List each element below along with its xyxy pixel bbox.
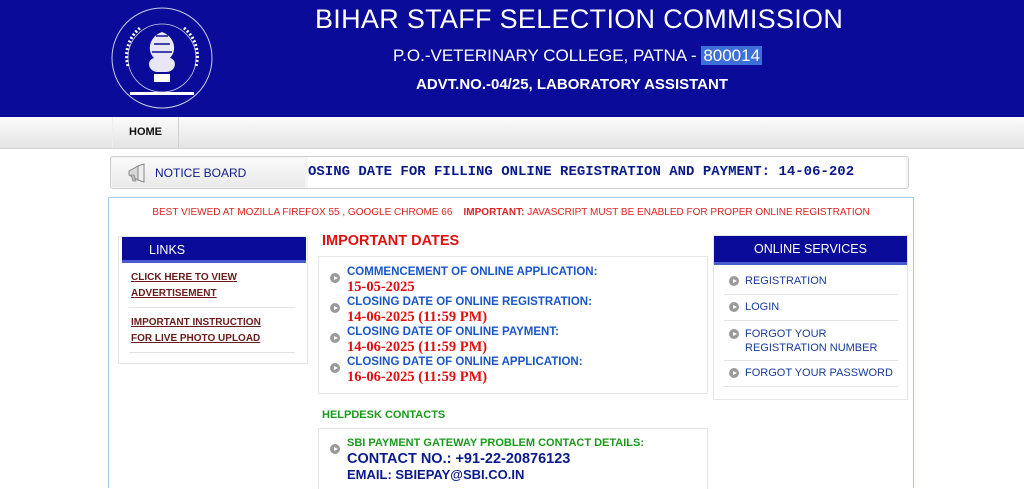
helpdesk-panel	[318, 428, 708, 489]
browser-note-text: BEST VIEWED AT MOZILLA FIREFOX 55 , GOOGLE CHROME 66	[152, 207, 453, 218]
services-divider	[724, 320, 898, 321]
service-label: REGISTRATION	[745, 275, 827, 287]
date-value: 15-05-2025	[347, 279, 415, 295]
browser-recommendation	[109, 207, 913, 218]
nav-home-link[interactable]: HOME	[112, 117, 179, 148]
bullet-arrow-icon	[330, 363, 340, 373]
notice-marquee	[308, 157, 906, 188]
notice-board	[110, 156, 909, 189]
bullet-arrow-icon	[330, 444, 340, 454]
service-label: LOGIN	[745, 301, 780, 313]
online-services-heading: ONLINE SERVICES	[714, 236, 907, 265]
important-dates-heading: IMPORTANT DATES	[322, 233, 460, 249]
address-text: P.O.-VETERINARY COLLEGE, PATNA -	[393, 46, 702, 65]
bullet-arrow-icon	[330, 333, 340, 343]
links-divider	[129, 352, 295, 353]
services-divider	[724, 294, 898, 295]
important-dates-list	[318, 256, 708, 394]
forgot-registration-number-link[interactable]	[745, 328, 877, 355]
registration-link[interactable]	[745, 275, 827, 289]
links-divider	[129, 307, 295, 308]
link-line: ADVERTISEMENT	[131, 287, 217, 299]
service-label: FORGOT YOUR	[745, 328, 827, 340]
date-value: 14-06-2025 (11:59 PM)	[347, 309, 488, 325]
important-note-text: JAVASCRIPT MUST BE ENABLED FOR PROPER ONLINE REGISTRATION	[524, 207, 870, 218]
helpdesk-email: EMAIL: SBIEPAY@SBI.CO.IN	[347, 467, 525, 482]
notice-marquee-text: OSING DATE FOR FILLING ONLINE REGISTRATION AND PAYMENT: 14-06-202	[308, 164, 855, 180]
date-label: CLOSING DATE OF ONLINE PAYMENT:	[347, 326, 559, 338]
date-label: COMMENCEMENT OF ONLINE APPLICATION:	[347, 266, 598, 278]
view-advertisement-link[interactable]	[131, 270, 291, 301]
helpdesk-subheading: SBI PAYMENT GATEWAY PROBLEM CONTACT DETAILS:	[347, 437, 645, 449]
helpdesk-heading: HELPDESK CONTACTS	[322, 409, 446, 421]
notice-board-header	[112, 158, 305, 187]
advertisement-title: ADVT.NO.-04/25, LABORATORY ASSISTANT	[416, 76, 728, 93]
services-divider	[724, 386, 898, 387]
notice-board-label: NOTICE BOARD	[155, 166, 247, 180]
bullet-arrow-icon	[729, 368, 739, 378]
date-label: CLOSING DATE OF ONLINE REGISTRATION:	[347, 296, 592, 308]
important-note-label: IMPORTANT:	[463, 207, 525, 218]
forgot-password-link[interactable]	[745, 367, 893, 381]
main-panel	[108, 197, 914, 488]
site-title: BIHAR STAFF SELECTION COMMISSION	[315, 4, 844, 34]
service-label: REGISTRATION NUMBER	[745, 341, 878, 354]
date-value: 16-06-2025 (11:59 PM)	[347, 369, 488, 385]
links-heading: LINKS	[122, 237, 306, 263]
megaphone-icon	[126, 163, 148, 183]
services-divider	[724, 360, 898, 361]
bullet-arrow-icon	[330, 273, 340, 283]
main-nav	[0, 117, 1024, 149]
link-line: CLICK HERE TO VIEW	[131, 272, 237, 283]
date-label: CLOSING DATE OF ONLINE APPLICATION:	[347, 356, 583, 368]
date-value: 14-06-2025 (11:59 PM)	[347, 339, 488, 355]
links-panel	[118, 236, 308, 364]
bullet-arrow-icon	[729, 302, 739, 312]
bullet-arrow-icon	[729, 329, 739, 339]
site-address	[393, 46, 762, 66]
live-photo-instruction-link[interactable]	[131, 315, 291, 346]
link-line: IMPORTANT INSTRUCTION	[131, 317, 261, 328]
bullet-arrow-icon	[729, 276, 739, 286]
service-label: FORGOT YOUR PASSWORD	[745, 367, 893, 379]
online-services-panel	[713, 235, 908, 400]
helpdesk-phone: CONTACT NO.: +91-22-20876123	[347, 451, 571, 467]
bullet-arrow-icon	[330, 303, 340, 313]
bssc-emblem-icon	[110, 6, 214, 110]
site-header	[0, 0, 1024, 117]
login-link[interactable]	[745, 301, 779, 315]
link-line: FOR LIVE PHOTO UPLOAD	[131, 332, 261, 344]
pincode-highlight: 800014	[703, 46, 761, 65]
